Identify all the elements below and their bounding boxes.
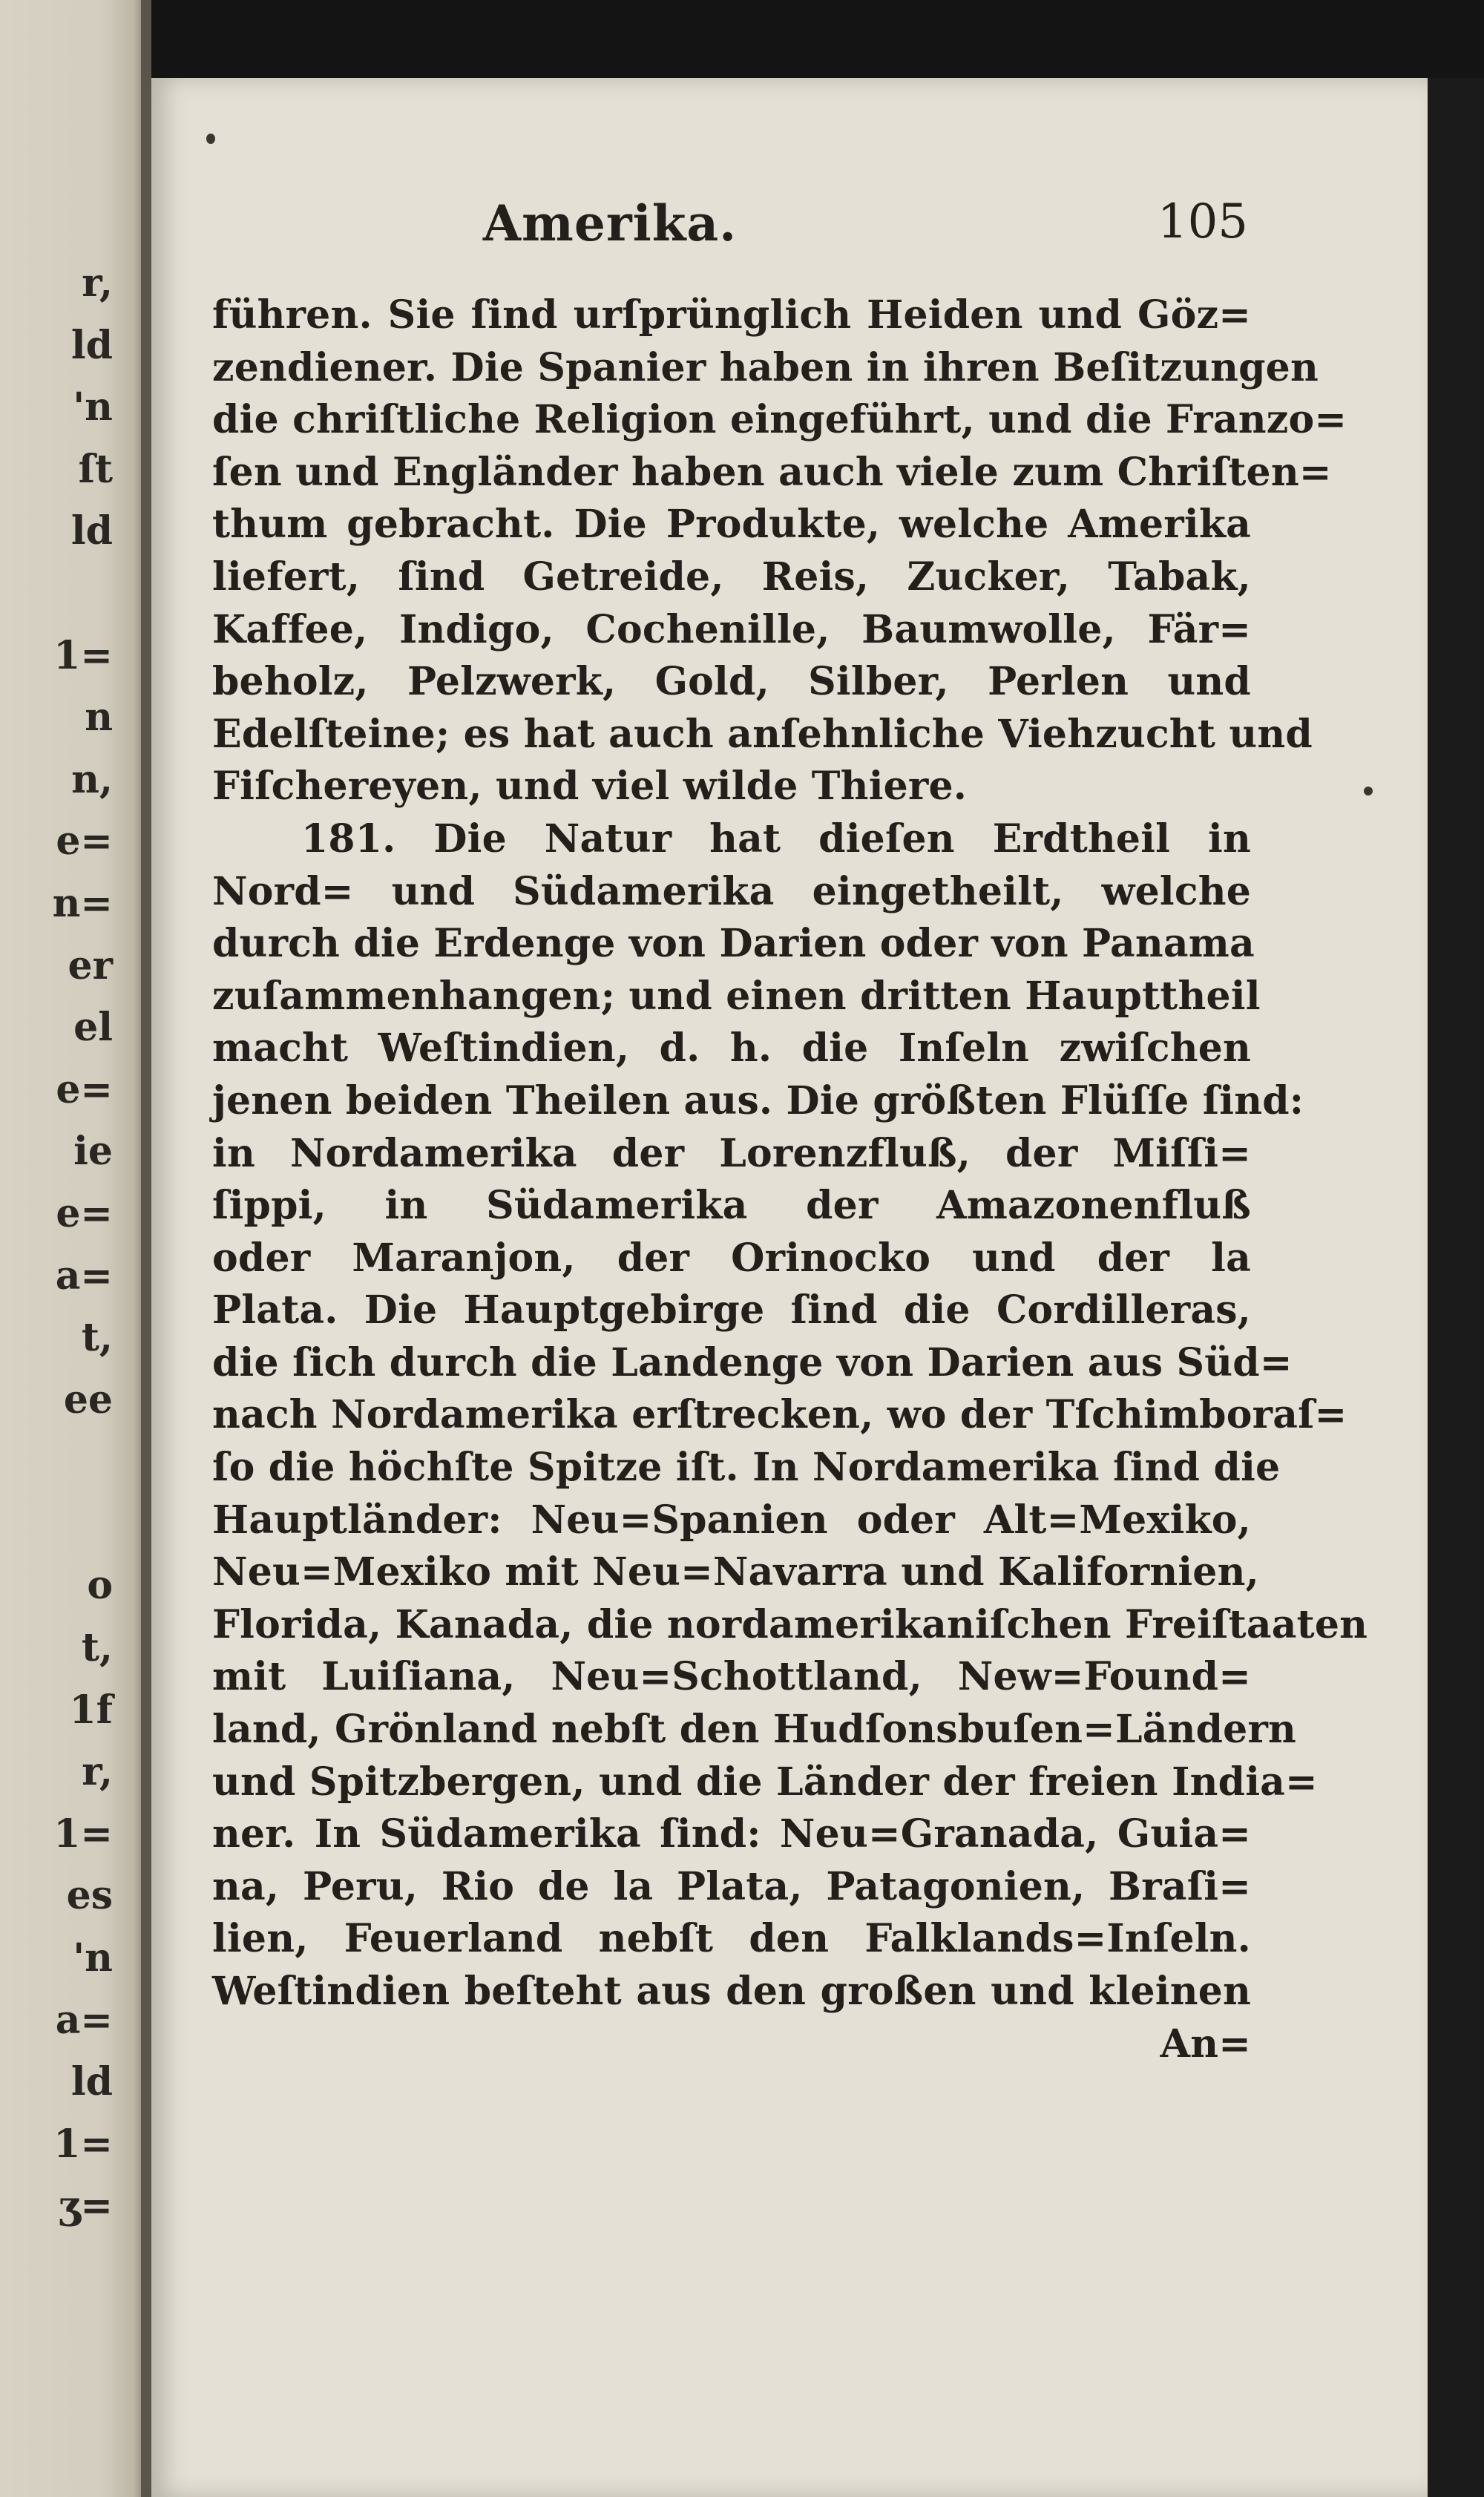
text-line: Kaffee, Indigo, Cochenille, Baumwolle, Fär= xyxy=(212,606,1251,652)
left-fragment: t, xyxy=(81,1315,113,1361)
left-fragment: 1= xyxy=(53,632,113,678)
left-fragment: el xyxy=(73,1005,113,1051)
page-header xyxy=(194,194,1248,269)
left-fragment: ʒ= xyxy=(58,2183,113,2229)
left-fragment: r, xyxy=(82,1749,113,1795)
left-fragment: 'n xyxy=(73,384,113,430)
ink-spot xyxy=(1364,787,1373,795)
left-fragment: n xyxy=(85,695,113,741)
text-line: land, Grönland nebſt den Hudſonsbuſen=Ländern xyxy=(212,1707,1297,1753)
catchword: An= xyxy=(1160,2021,1251,2067)
left-fragment: ld xyxy=(70,508,113,554)
text-line: führen. Sie ſind urſprünglich Heiden und Göz= xyxy=(212,292,1251,338)
left-fragment: 'n xyxy=(73,1935,113,1981)
text-line: durch die Erdenge von Darien oder von Panama xyxy=(212,921,1255,967)
left-fragment: a= xyxy=(55,1253,113,1299)
paragraph-start-line: 181. Die Natur hat dieſen Erdtheil in xyxy=(301,816,1251,862)
left-fragment: e= xyxy=(56,1190,113,1236)
left-fragment: es xyxy=(66,1873,113,1919)
left-fragment: n= xyxy=(52,880,113,926)
text-line: zendiener. Die Spanier haben in ihren Beſitzungen xyxy=(212,344,1319,390)
text-line: Neu=Mexiko mit Neu=Navarra und Kalifornien, xyxy=(212,1549,1259,1595)
left-fragment: o xyxy=(87,1563,113,1609)
text-line: Nord= und Südamerika eingetheilt, welche xyxy=(212,868,1251,914)
left-fragment: t, xyxy=(81,1625,113,1671)
left-fragment: r, xyxy=(82,260,113,306)
left-fragment: ld xyxy=(70,2059,113,2105)
text-line: ſo die höchſte Spitze iſt. In Nordamerika ſind die xyxy=(212,1445,1281,1491)
text-line: Plata. Die Hauptgebirge ſind die Cordilleras, xyxy=(212,1287,1251,1333)
text-line: thum gebracht. Die Produkte, welche Amerika xyxy=(212,502,1251,548)
left-page-edge xyxy=(0,0,145,2497)
text-line: na, Peru, Rio de la Plata, Patagonien, Braſi= xyxy=(212,1863,1251,1909)
left-fragment: er xyxy=(68,942,113,988)
text-line: ſen und Engländer haben auch viele zum Chriſten= xyxy=(212,449,1332,495)
text-line: Weſtindien beſteht aus den großen und kleinen xyxy=(212,1969,1251,2014)
left-fragment: ſt xyxy=(78,446,113,492)
text-line: jenen beiden Theilen aus. Die größten Flüſſe ſind: xyxy=(212,1077,1304,1123)
text-line: ner. In Südamerika ſind: Neu=Granada, Guia= xyxy=(212,1811,1251,1857)
text-line: die chriſtliche Religion eingeführt, und die Franzo= xyxy=(212,397,1347,443)
text-line: in Nordamerika der Lorenzfluß, der Miſſi= xyxy=(212,1130,1251,1176)
text-line: und Spitzbergen, und die Länder der freien India= xyxy=(212,1759,1318,1805)
left-fragment: ee xyxy=(63,1377,113,1423)
left-fragment: e= xyxy=(56,818,113,864)
text-line: mit Luiſiana, Neu=Schottland, New=Found= xyxy=(212,1654,1251,1700)
book-gutter xyxy=(141,0,151,2497)
page-number: 105 xyxy=(1157,194,1248,249)
left-fragment: a= xyxy=(55,1997,113,2043)
text-line: ſippi, in Südamerika der Amazonenfluß xyxy=(212,1183,1251,1229)
left-fragment: 1= xyxy=(53,2121,113,2167)
text-line: nach Nordamerika erſtrecken, wo der Tſchimboraſ= xyxy=(212,1392,1347,1438)
text-line: Florida, Kanada, die nordamerikaniſchen Freiſtaaten xyxy=(212,1601,1368,1647)
left-page-fragments xyxy=(0,252,126,2237)
left-fragment: 1f xyxy=(69,1687,113,1733)
text-line: oder Maranjon, der Orinocko und der la xyxy=(212,1235,1251,1281)
scan-background-edge xyxy=(1428,78,1484,2497)
text-line: die ſich durch die Landenge von Darien aus Süd= xyxy=(212,1339,1293,1385)
text-line: Hauptländer: Neu=Spanien oder Alt=Mexiko, xyxy=(212,1497,1251,1543)
left-fragment xyxy=(0,1431,126,1493)
text-line: liefert, ſind Getreide, Reis, Zucker, Tabak, xyxy=(212,554,1251,600)
left-fragment xyxy=(0,1493,126,1555)
text-line: Fiſchereyen, und viel wilde Thiere. xyxy=(212,764,968,810)
left-fragment: ld xyxy=(70,322,113,368)
left-fragment: 1= xyxy=(53,1811,113,1857)
ink-spot xyxy=(206,134,215,144)
left-fragment: ie xyxy=(73,1129,113,1175)
body-text xyxy=(212,289,1368,2070)
running-title: Amerika. xyxy=(482,194,738,252)
text-line: macht Weſtindien, d. h. die Inſeln zwiſchen xyxy=(212,1026,1251,1072)
text-line: lien, Feuerland nebſt den Falklands=Inſeln. xyxy=(212,1916,1251,1962)
text-line: zuſammenhangen; und einen dritten Haupttheil xyxy=(212,973,1261,1019)
text-line: Edelſteine; es hat auch anſehnliche Viehzucht und xyxy=(212,711,1313,757)
text-line: beholz, Pelzwerk, Gold, Silber, Perlen und xyxy=(212,659,1251,705)
left-fragment: e= xyxy=(56,1066,113,1112)
left-fragment xyxy=(0,562,126,625)
left-fragment: n, xyxy=(71,756,113,802)
